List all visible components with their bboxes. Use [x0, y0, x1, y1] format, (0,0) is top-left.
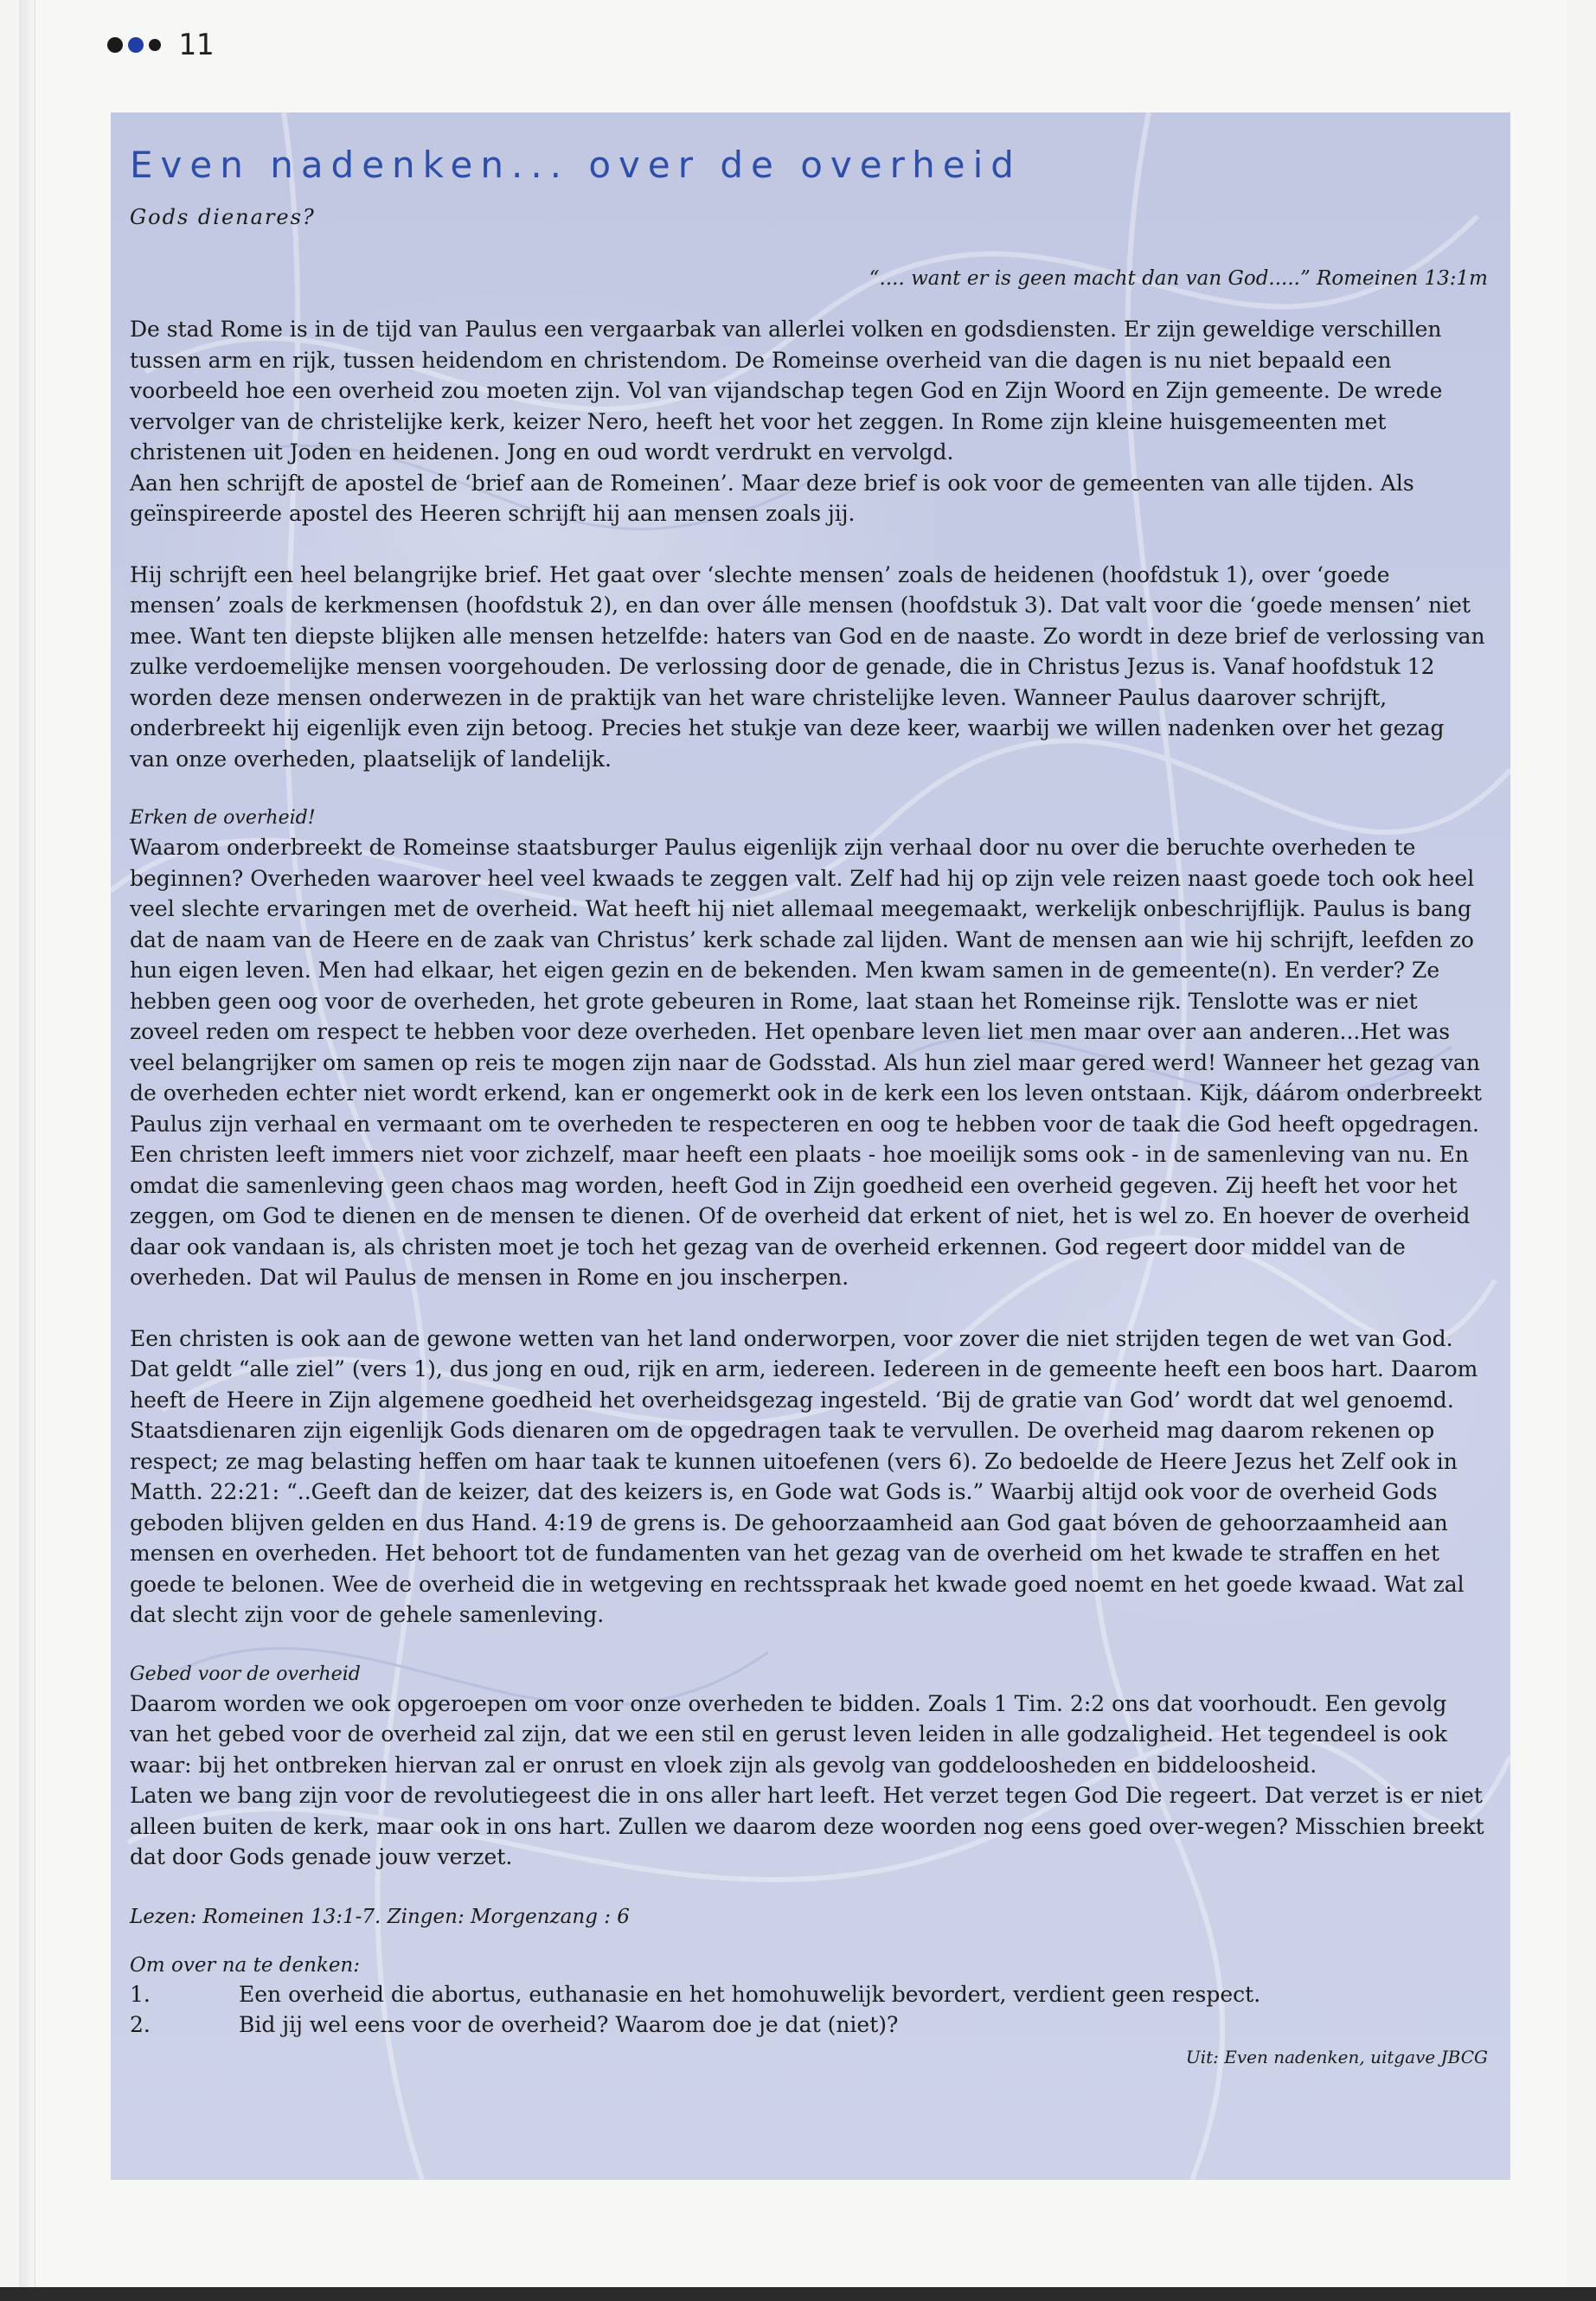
section-heading: Gebed voor de overheid — [130, 1663, 361, 1685]
page-binding-edge — [19, 0, 31, 2301]
list-item-text: Bid jij wel eens voor de overheid? Waarom doe je dat (niet)? — [239, 2011, 899, 2037]
bullet-dot-icon — [128, 37, 144, 53]
page-header — [107, 28, 214, 62]
article-panel — [111, 112, 1510, 2180]
article-title: Even nadenken... over de overheid — [130, 144, 1022, 186]
list-item — [130, 1979, 1488, 2009]
bible-quote: “.... want er is geen macht dan van God.....” Romeinen 13:1m — [869, 267, 1488, 290]
page-number: 11 — [178, 28, 214, 62]
list-item-number: 1. — [130, 1981, 151, 2007]
question-list — [130, 1979, 1488, 2040]
section2-paragraph-2: Laten we bang zijn voor de revolutiegeest die in ons aller hart leeft. Het verzet tegen God Die regeert. Dat verzet is er niet alleen buiten de kerk, maar ook in ons hart. Zullen we daarom deze woorden nog eens goed over-wegen? Misschien breekt dat door Gods genade jouw verzet. — [130, 1783, 1484, 1869]
bullet-dot-icon — [107, 37, 123, 53]
source-credit: Uit: Even nadenken, uitgave JBCG — [1185, 2046, 1488, 2067]
intro-paragraph-1: De stad Rome is in de tijd van Paulus een vergaarbak van allerlei volken en godsdiensten. Er zijn geweldige verschillen tussen arm en rijk, tussen heidendom en christendom. De Romeinse overheid van die dagen is nu niet bepaald een voorbeeld hoe een overheid zou moeten zijn. Vol van vijandschap tegen God en Zijn Woord en Zijn gemeente. De wrede vervolger van de christelijke kerk, keizer Nero, heeft het voor het zeggen. In Rome zijn kleine huisgemeenten met christenen uit Joden en heidenen. Jong en oud wordt verdrukt en vervolgd. — [130, 317, 1443, 465]
article-content — [130, 137, 1488, 2067]
list-item-text: Een overheid die abortus, euthanasie en het homohuwelijk bevordert, verdient geen respect. — [239, 1981, 1261, 2007]
section2-paragraph-1: Daarom worden we ook opgeroepen om voor onze overheden te bidden. Zoals 1 Tim. 2:2 ons dat voorhoudt. Een gevolg van het gebed voor de overheid zal zijn, dat we een stil en gerust leven leiden in alle godzaligheid. Het tegendeel is ook waar: bij het ontbreken hiervan zal er onrust en vloek zijn als gevolg van goddeloosheden en biddeloosheid. — [130, 1690, 1447, 1778]
page-bottom-edge — [0, 2287, 1596, 2301]
section1-paragraph-1: Waarom onderbreekt de Romeinse staatsburger Paulus eigenlijk zijn verhaal door nu over die beruchte overheden te beginnen? Overheden waarover heel veel kwaads te zeggen valt. Zelf had hij op zijn vele reizen naast goede toch ook heel veel slechte ervaringen met de overheid. Wat heeft hij niet allemaal meegemaakt, werkelijk onbeschrijflijk. Paulus is bang dat de naam van de Heere en de zaak van Christus’ kerk schade zal lijden. Want de mensen aan wie hij schrijft, leefden zo hun eigen leven. Men had elkaar, het eigen gezin en de bekenden. Men kwam samen in de gemeente(n). En verder? Ze hebben geen oog voor de overheden, het grote gebeuren in Rome, laat staan het Romeinse rijk. Tenslotte was er niet zoveel reden om respect te hebben voor deze overheden. Het openbare leven liet men maar over aan anderen...Het was veel belangrijker om samen op reis te mogen zijn naar de Godsstad. Als hun ziel maar gered werd! Wanneer het gezag van de overheden echter niet wordt erkend, kan er ongemerkt ook in de kerk een los leven ontstaan. Kijk, dáárom onderbreekt Paulus zijn verhaal en vermaant om te overheden te respecteren en oog te hebben voor de taak die God heeft opgedragen. Een christen leeft immers niet voor zichzelf, maar heeft een plaats - hoe moeilijk soms ook - in de samenleving van nu. En omdat die samenleving geen chaos mag worden, heeft God in Zijn goedheid een overheid gegeven. Zij heeft het voor het zeggen, om God te dienen en de mensen te dienen. Of de overheid dat erkent of niet, het is wel zo. En hoever de overheid daar ook vandaan is, als christen moet je toch het gezag van de overheid erkennen. God regeert door middel van de overheden. Dat wil Paulus de mensen in Rome en jou inscherpen. — [130, 835, 1483, 1290]
reading-note: Lezen: Romeinen 13:1-7. Zingen: Morgenzang : 6 — [130, 1905, 630, 1928]
section1-paragraph-2: Een christen is ook aan de gewone wetten van het land onderworpen, voor zover die niet strijden tegen de wet van God. Dat geldt “alle ziel” (vers 1), dus jong en oud, rijk en arm, iedereen. Iedereen in de gemeente heeft een boos hart. Daarom heeft de Heere in Zijn algemene goedheid het overheidsgezag ingesteld. ‘Bij de gratie van God’ wordt dat wel genoemd. Staatsdienaren zijn eigenlijk Gods dienaren om de opgedragen taak te vervullen. De overheid mag daarom rekenen op respect; ze mag belasting heffen om haar taak te kunnen uitoefenen (vers 6). Zo bedoelde de Heere Jezus het Zelf ook in Matth. 22:21: “..Geeft dan de keizer, dat des keizers is, en Gode wat Gods is.” Waarbij altijd ook voor de overheid Gods geboden blijven gelden en dus Hand. 4:19 de grens is. De gehoorzaamheid aan God gaat bóven de gehoorzaamheid aan mensen en overheden. Het behoort tot de fundamenten van het gezag van de overheid om het kwade te straffen en het goede te belonen. Wee de overheid die in wetgeving en rechtsspraak het kwade goed noemt en het goede kwaad. Wat zal dat slecht zijn voor de gehele samenleving. — [130, 1325, 1478, 1627]
list-item — [130, 2009, 1488, 2040]
list-item-number: 2. — [130, 2011, 151, 2037]
intro-paragraph-2: Aan hen schrijft de apostel de ‘brief aan de Romeinen’. Maar deze brief is ook voor de gemeenten van alle tijden. Als geïnspireerde apostel des Heeren schrijft hij aan mensen zoals jij. — [130, 470, 1414, 526]
think-heading: Om over na te denken: — [130, 1953, 360, 1977]
intro-paragraph-3: Hij schrijft een heel belangrijke brief. Het gaat over ‘slechte mensen’ zoals de heidenen (hoofdstuk 1), over ‘goede mensen’ zoals de kerkmensen (hoofdstuk 2), en dan over álle mensen (hoofdstuk 3). Dat valt voor die ‘goede mensen’ niet mee. Want ten diepste blijken alle mensen hetzelfde: haters van God en de naaste. Zo wordt in deze brief de verlossing van zulke verdoemelijke mensen voorgehouden. De verlossing door de genade, die in Christus Jezus is. Vanaf hoofdstuk 12 worden deze mensen onderwezen in de praktijk van het ware christelijke leven. Wanneer Paulus daarover schrijft, onderbreekt hij eigenlijk even zijn betoog. Precies het stukje van deze keer, waarbij we willen nadenken over het gezag van onze overheden, plaatselijk of landelijk. — [130, 561, 1485, 772]
section-heading: Erken de overheid! — [130, 807, 316, 829]
article-subtitle: Gods dienares? — [130, 205, 316, 229]
bullet-dot-icon — [149, 39, 161, 51]
